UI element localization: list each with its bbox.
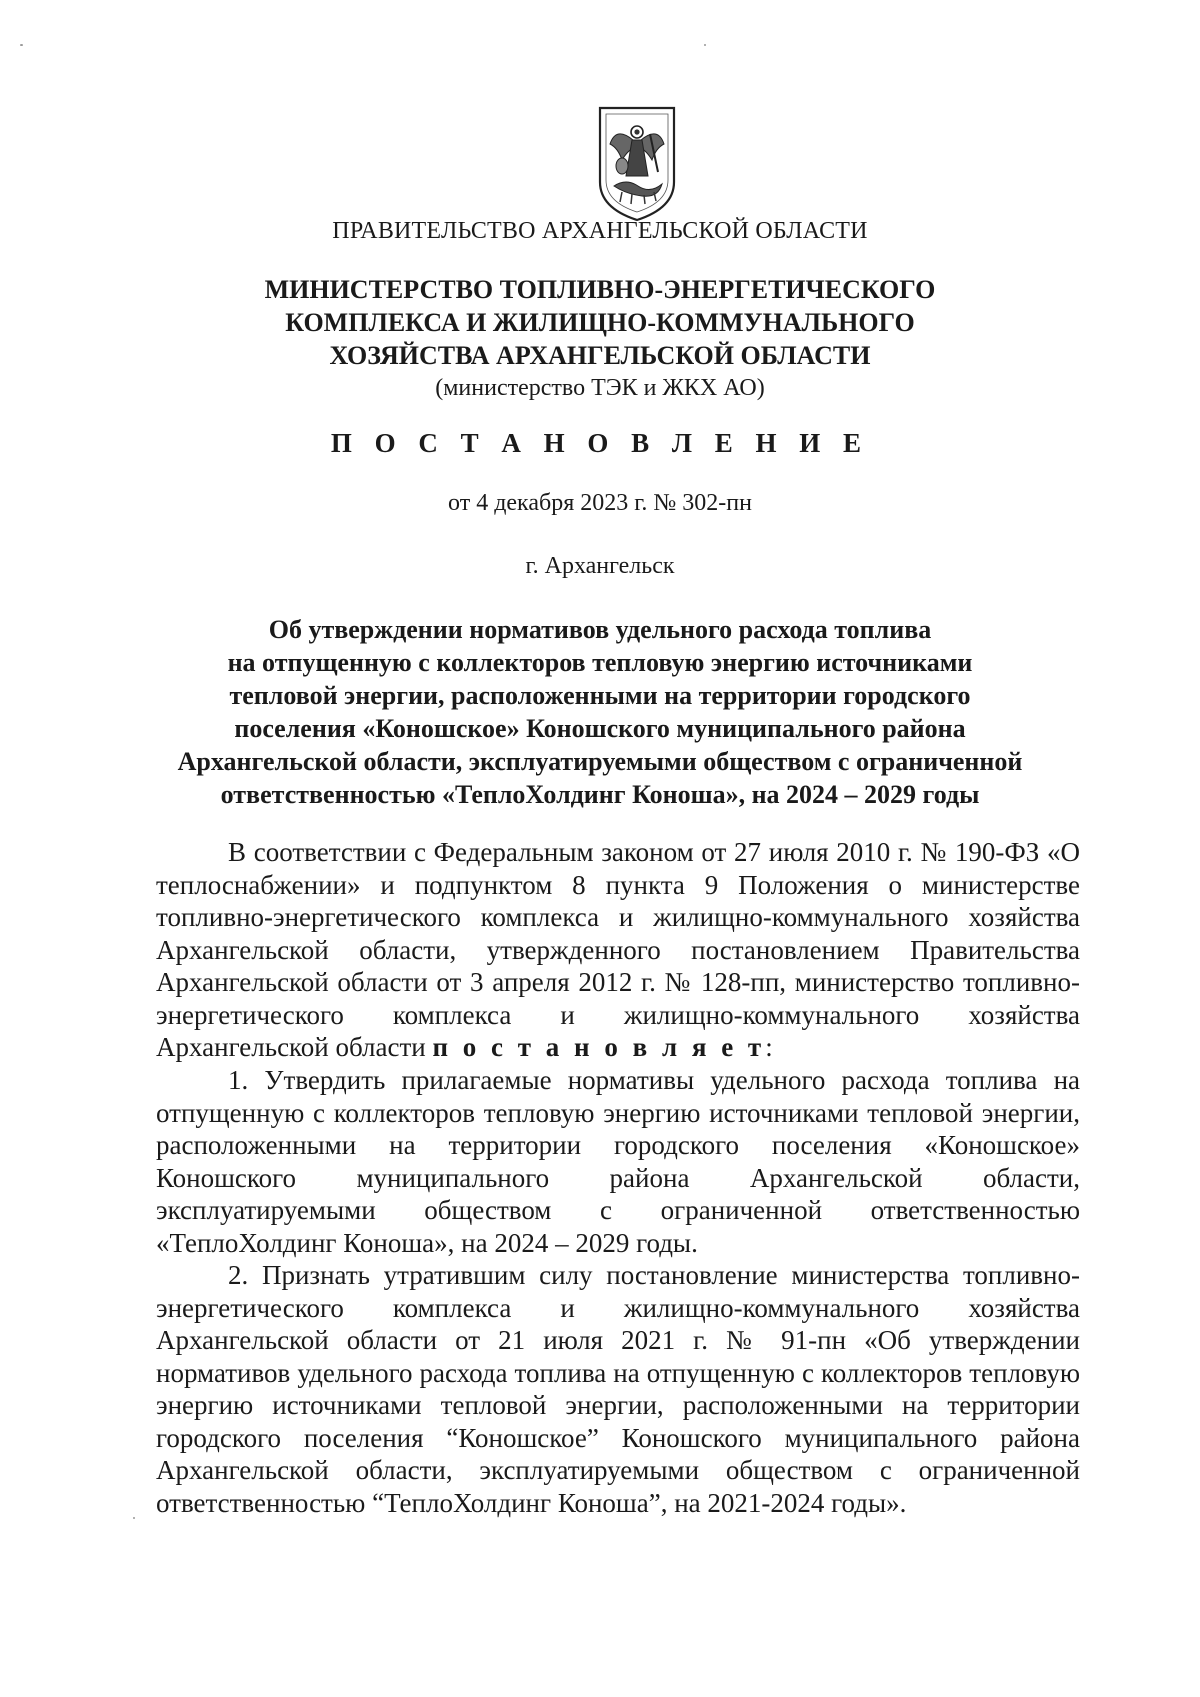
title-line: Архангельской области, эксплуатируемыми обществом с ограниченной (177, 747, 1023, 776)
preamble-text: В соответствии с Федеральным законом от 27 июля 2010 г. № 190-ФЗ «О теплоснабжении» и подпунктом 8 пункта 9 Положения о министерстве топливно-энергетического комплекса и жилищно-коммунального хозяйства Архангельской области, утвержденного постановлением Правительства Архангельской области от 3 апреля 2012 г. № 128-пп, министерство топливно-энергетического комплекса и жилищно-коммунального хозяйства Архангельской области (156, 837, 1080, 1062)
decree-date-number: от 4 декабря 2023 г. № 302-пн (448, 490, 752, 516)
title-line: Об утверждении нормативов удельного расхода топлива (268, 615, 932, 644)
item-2-paragraph: 2. Признать утратившим силу постановление министерства топливно-энергетического комплекса и жилищно-коммунального хозяйства Архангельской области от 21 июля 2021 г. № 91-пн «Об утверждении нормативов удельного расхода топлива на отпущенную с коллекторов тепловую энергию источниками тепловой энергии, расположенными на территории городского поселения “Коношское” Коношского муниципального района Архангельской области, эксплуатируемыми обществом с ограниченной ответственностью “ТеплоХолдинг Коноша”, на 2021-2024 годы». (156, 1260, 1080, 1518)
title-line: ответственностью «ТеплоХолдинг Коноша», на 2024 – 2029 годы (220, 780, 980, 809)
resolves-punctuation: : (765, 1032, 773, 1062)
title-line: поселения «Коношское» Коношского муниципального района (234, 714, 966, 743)
ministry-name (0, 273, 1200, 405)
preamble-paragraph (156, 836, 1080, 1064)
resolves-word: п о с т а н о в л я е т (432, 1032, 766, 1062)
decree-city: г. Архангельск (525, 553, 675, 579)
title-line: на отпущенную с коллекторов тепловую энергию источниками (227, 648, 973, 677)
title-line: тепловой энергии, расположенными на территории городского (229, 681, 971, 710)
ministry-short-name: (министерство ТЭК и ЖКХ АО) (435, 375, 765, 401)
decree-title (0, 613, 1200, 811)
government-name: ПРАВИТЕЛЬСТВО АРХАНГЕЛЬСКОЙ ОБЛАСТИ (332, 218, 868, 244)
arkhangelsk-coat-of-arms-icon (592, 104, 682, 224)
scan-speck (133, 1517, 135, 1519)
ministry-name-line: КОМПЛЕКСА И ЖИЛИЩНО-КОММУНАЛЬНОГО (285, 308, 915, 337)
document-type: П О С Т А Н О В Л Е Н И Е (330, 428, 870, 458)
scan-speck (20, 44, 23, 46)
item-1-paragraph: 1. Утвердить прилагаемые нормативы удельного расхода топлива на отпущенную с коллекторов тепловую энергию источниками тепловой энергии, расположенными на территории городского поселения «Коношское» Коношского муниципального района Архангельской области, эксплуатируемыми обществом с ограниченной ответственностью «ТеплоХолдинг Коноша», на 2024 – 2029 годы. (156, 1065, 1080, 1258)
scan-speck (704, 44, 706, 46)
ministry-name-line: МИНИСТЕРСТВО ТОПЛИВНО-ЭНЕРГЕТИЧЕСКОГО (264, 275, 936, 304)
ministry-name-line: ХОЗЯЙСТВА АРХАНГЕЛЬСКОЙ ОБЛАСТИ (329, 341, 871, 370)
